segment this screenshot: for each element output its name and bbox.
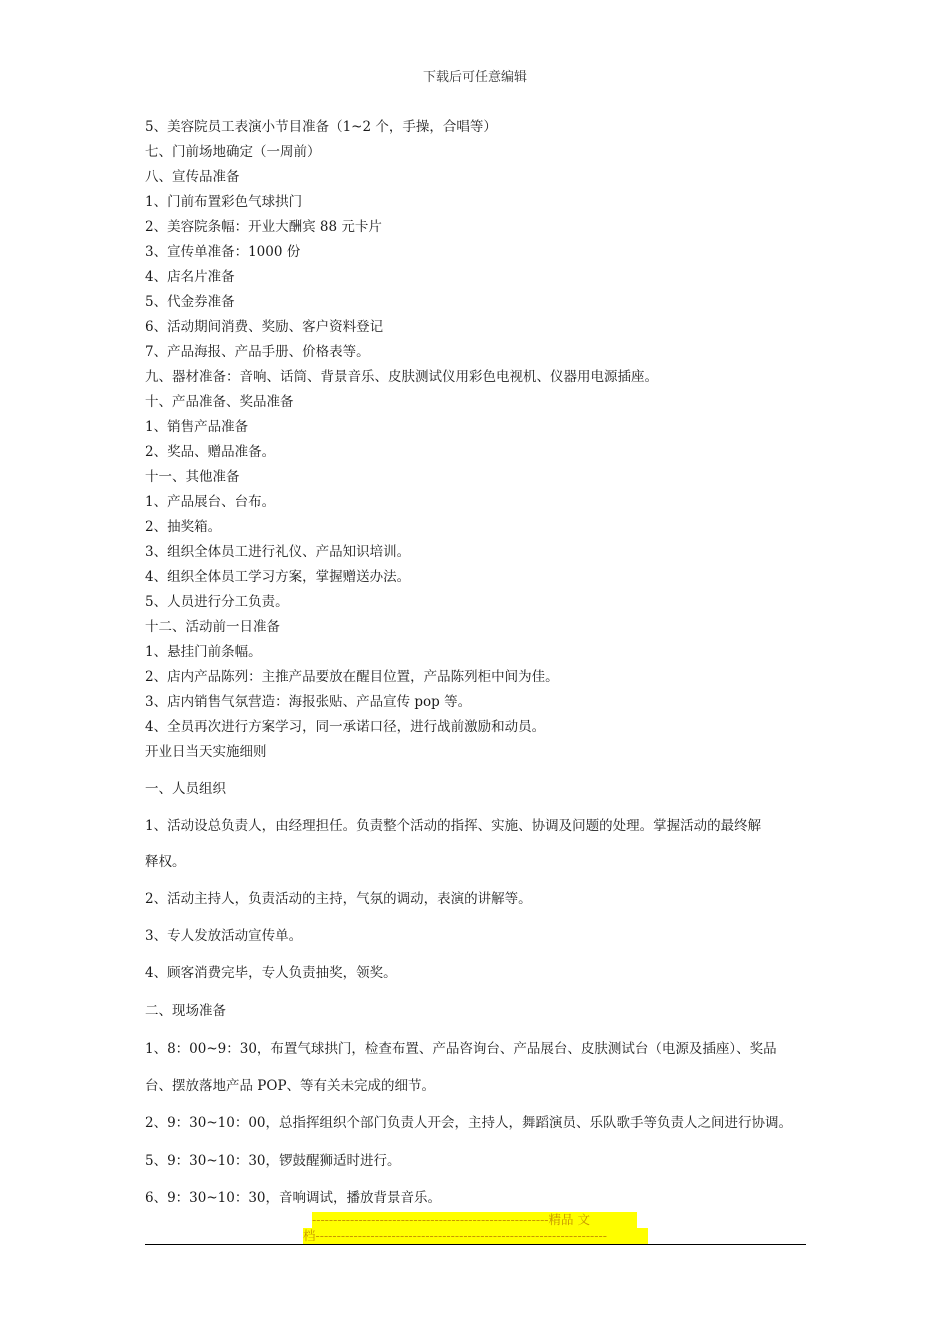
text-line: 4、组织全体员工学习方案，掌握赠送办法。 [145,569,411,585]
text-line: 2、9：30~10：00，总指挥组织个部门负责人开会，主持人，舞蹈演员、乐队歌手等负责人之间进行协调。 [145,1115,793,1131]
text-line: 4、店名片准备 [145,269,235,285]
footer-watermark-line2: 档--------------------------------------------------------------------- [303,1228,648,1244]
text-line: 1、悬挂门前条幅。 [145,644,262,660]
text-line: 十二、活动前一日准备 [145,619,280,635]
text-line: 1、8：00~9：30，布置气球拱门，检查布置、产品咨询台、产品展台、皮肤测试台（电源及插座）、奖品 [145,1041,777,1057]
text-line: 3、店内销售气氛营造：海报张贴、产品宣传 pop 等。 [145,694,472,710]
text-line: 2、活动主持人，负责活动的主持，气氛的调动，表演的讲解等。 [145,891,532,907]
text-line: 3、组织全体员工进行礼仪、产品知识培训。 [145,544,411,560]
footer-watermark-line1: --------------------------------------------------------精品 文 [312,1212,637,1228]
text-line: 2、奖品、赠品准备。 [145,444,276,460]
text-line: 2、抽奖箱。 [145,519,222,535]
text-line: 开业日当天实施细则 [145,744,267,760]
text-line: 7、产品海报、产品手册、价格表等。 [145,344,370,360]
text-line: 九、器材准备：音响、话筒、背景音乐、皮肤测试仪用彩色电视机、仪器用电源插座。 [145,369,658,385]
text-line: 一、人员组织 [145,781,226,797]
text-line: 十、产品准备、奖品准备 [145,394,294,410]
footer-rule [145,1244,806,1245]
text-line: 4、顾客消费完毕，专人负责抽奖，领奖。 [145,965,397,981]
text-line: 3、宣传单准备：1000 份 [145,244,301,260]
text-line: 1、产品展台、台布。 [145,494,276,510]
text-line: 5、美容院员工表演小节目准备（1~2 个，手操，合唱等） [145,119,497,135]
text-line: 6、9：30~10：30，音响调试，播放背景音乐。 [145,1190,442,1206]
text-line: 2、店内产品陈列：主推产品要放在醒目位置，产品陈列柜中间为佳。 [145,669,559,685]
text-line: 5、代金券准备 [145,294,235,310]
text-line: 6、活动期间消费、奖励、客户资料登记 [145,319,384,335]
text-line: 1、门前布置彩色气球拱门 [145,194,303,210]
text-line: 七、门前场地确定（一周前） [145,144,321,160]
text-line: 5、人员进行分工负责。 [145,594,289,610]
text-line: 5、9：30~10：30，锣鼓醒狮适时进行。 [145,1153,401,1169]
text-line: 台、摆放落地产品 POP、等有关未完成的细节。 [145,1078,436,1094]
text-line: 十一、其他准备 [145,469,240,485]
text-line: 3、专人发放活动宣传单。 [145,928,303,944]
text-line: 4、全员再次进行方案学习，同一承诺口径，进行战前激励和动员。 [145,719,546,735]
text-line: 2、美容院条幅：开业大酬宾 88 元卡片 [145,219,382,235]
text-line: 1、销售产品准备 [145,419,249,435]
text-line: 释权。 [145,854,186,870]
page-header: 下载后可任意编辑 [422,70,527,85]
text-line: 二、现场准备 [145,1003,226,1019]
text-line: 1、活动设总负责人，由经理担任。负责整个活动的指挥、实施、协调及问题的处理。掌握活动的最终解 [145,818,762,834]
text-line: 八、宣传品准备 [145,169,240,185]
